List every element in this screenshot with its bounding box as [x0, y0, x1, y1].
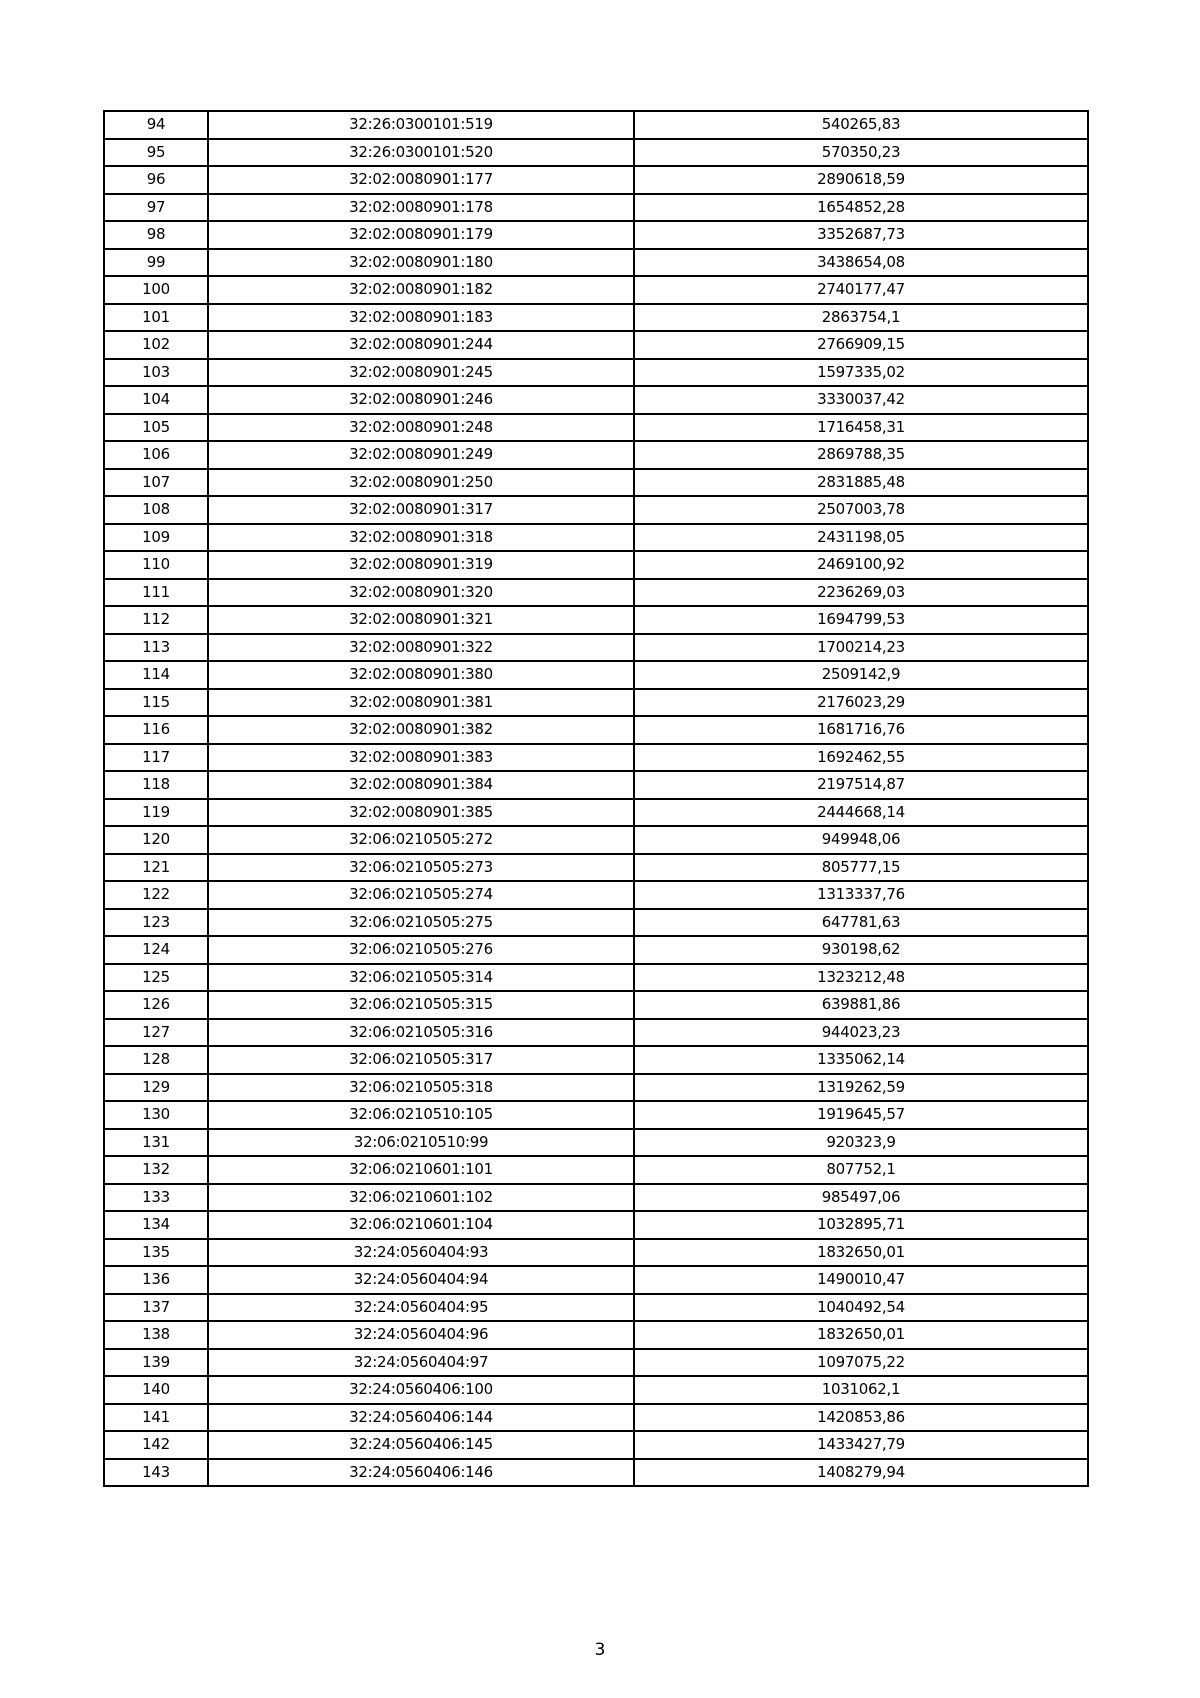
- table-row: [104, 1211, 1088, 1239]
- value-cell: 3330037,42: [634, 386, 1088, 414]
- cadastral-number-cell: 32:24:0560404:97: [208, 1349, 634, 1377]
- row-number-cell: 95: [104, 139, 208, 167]
- row-number-cell: 109: [104, 524, 208, 552]
- table-row: [104, 331, 1088, 359]
- value-cell: 807752,1: [634, 1156, 1088, 1184]
- row-number-cell: 123: [104, 909, 208, 937]
- value-cell: 2197514,87: [634, 771, 1088, 799]
- cadastral-number-cell: 32:02:0080901:380: [208, 661, 634, 689]
- table-row: [104, 1321, 1088, 1349]
- value-cell: 1323212,48: [634, 964, 1088, 992]
- cadastral-number-cell: 32:02:0080901:248: [208, 414, 634, 442]
- cadastral-number-cell: 32:02:0080901:317: [208, 496, 634, 524]
- value-cell: 1919645,57: [634, 1101, 1088, 1129]
- table-row: [104, 524, 1088, 552]
- row-number-cell: 143: [104, 1459, 208, 1487]
- value-cell: 2863754,1: [634, 304, 1088, 332]
- cadastral-number-cell: 32:02:0080901:383: [208, 744, 634, 772]
- table-row: [104, 1349, 1088, 1377]
- row-number-cell: 107: [104, 469, 208, 497]
- value-cell: 1313337,76: [634, 881, 1088, 909]
- row-number-cell: 108: [104, 496, 208, 524]
- table-row: [104, 606, 1088, 634]
- row-number-cell: 114: [104, 661, 208, 689]
- cadastral-number-cell: 32:02:0080901:319: [208, 551, 634, 579]
- table-row: [104, 304, 1088, 332]
- cadastral-number-cell: 32:06:0210505:274: [208, 881, 634, 909]
- row-number-cell: 115: [104, 689, 208, 717]
- table-row: [104, 991, 1088, 1019]
- row-number-cell: 106: [104, 441, 208, 469]
- table-row: [104, 1156, 1088, 1184]
- row-number-cell: 119: [104, 799, 208, 827]
- table-row: [104, 1294, 1088, 1322]
- value-cell: 1832650,01: [634, 1239, 1088, 1267]
- cadastral-number-cell: 32:06:0210505:276: [208, 936, 634, 964]
- row-number-cell: 102: [104, 331, 208, 359]
- table-row: [104, 1266, 1088, 1294]
- value-cell: 2831885,48: [634, 469, 1088, 497]
- row-number-cell: 124: [104, 936, 208, 964]
- cadastral-number-cell: 32:02:0080901:183: [208, 304, 634, 332]
- row-number-cell: 116: [104, 716, 208, 744]
- table-row: [104, 359, 1088, 387]
- cadastral-number-cell: 32:24:0560404:95: [208, 1294, 634, 1322]
- value-cell: 1700214,23: [634, 634, 1088, 662]
- row-number-cell: 103: [104, 359, 208, 387]
- row-number-cell: 104: [104, 386, 208, 414]
- table-row: [104, 1404, 1088, 1432]
- row-number-cell: 140: [104, 1376, 208, 1404]
- row-number-cell: 132: [104, 1156, 208, 1184]
- row-number-cell: 142: [104, 1431, 208, 1459]
- table-row: [104, 1019, 1088, 1047]
- row-number-cell: 94: [104, 111, 208, 139]
- cadastral-number-cell: 32:02:0080901:321: [208, 606, 634, 634]
- row-number-cell: 112: [104, 606, 208, 634]
- value-cell: 3438654,08: [634, 249, 1088, 277]
- table-row: [104, 854, 1088, 882]
- cadastral-number-cell: 32:24:0560406:144: [208, 1404, 634, 1432]
- row-number-cell: 129: [104, 1074, 208, 1102]
- cadastral-number-cell: 32:06:0210505:317: [208, 1046, 634, 1074]
- cadastral-number-cell: 32:02:0080901:182: [208, 276, 634, 304]
- table-row: [104, 276, 1088, 304]
- cadastral-number-cell: 32:02:0080901:177: [208, 166, 634, 194]
- table-row: [104, 1184, 1088, 1212]
- table-row: [104, 1431, 1088, 1459]
- row-number-cell: 117: [104, 744, 208, 772]
- cadastral-number-cell: 32:06:0210505:314: [208, 964, 634, 992]
- cadastral-number-cell: 32:26:0300101:520: [208, 139, 634, 167]
- value-cell: 1097075,22: [634, 1349, 1088, 1377]
- value-cell: 920323,9: [634, 1129, 1088, 1157]
- table-body: [104, 111, 1088, 1486]
- value-cell: 2740177,47: [634, 276, 1088, 304]
- cadastral-number-cell: 32:02:0080901:180: [208, 249, 634, 277]
- value-cell: 1694799,53: [634, 606, 1088, 634]
- cadastral-number-cell: 32:02:0080901:320: [208, 579, 634, 607]
- value-cell: 1335062,14: [634, 1046, 1088, 1074]
- value-cell: 1490010,47: [634, 1266, 1088, 1294]
- cadastral-number-cell: 32:02:0080901:245: [208, 359, 634, 387]
- table-row: [104, 166, 1088, 194]
- value-cell: 1681716,76: [634, 716, 1088, 744]
- row-number-cell: 134: [104, 1211, 208, 1239]
- row-number-cell: 133: [104, 1184, 208, 1212]
- row-number-cell: 122: [104, 881, 208, 909]
- table-row: [104, 936, 1088, 964]
- table-row: [104, 579, 1088, 607]
- cadastral-number-cell: 32:02:0080901:178: [208, 194, 634, 222]
- row-number-cell: 120: [104, 826, 208, 854]
- table-row: [104, 881, 1088, 909]
- value-cell: 1832650,01: [634, 1321, 1088, 1349]
- cadastral-number-cell: 32:02:0080901:385: [208, 799, 634, 827]
- table-row: [104, 909, 1088, 937]
- row-number-cell: 135: [104, 1239, 208, 1267]
- row-number-cell: 100: [104, 276, 208, 304]
- row-number-cell: 137: [104, 1294, 208, 1322]
- table-row: [104, 1129, 1088, 1157]
- value-cell: 2507003,78: [634, 496, 1088, 524]
- cadastral-number-cell: 32:24:0560404:94: [208, 1266, 634, 1294]
- value-cell: 647781,63: [634, 909, 1088, 937]
- value-cell: 1654852,28: [634, 194, 1088, 222]
- table-row: [104, 1376, 1088, 1404]
- table-row: [104, 469, 1088, 497]
- row-number-cell: 125: [104, 964, 208, 992]
- value-cell: 2444668,14: [634, 799, 1088, 827]
- table-row: [104, 1074, 1088, 1102]
- cadastral-number-cell: 32:24:0560404:96: [208, 1321, 634, 1349]
- table-row: [104, 771, 1088, 799]
- cadastral-number-cell: 32:02:0080901:381: [208, 689, 634, 717]
- data-table: [103, 110, 1089, 1487]
- table-row: [104, 661, 1088, 689]
- table-row: [104, 744, 1088, 772]
- row-number-cell: 97: [104, 194, 208, 222]
- value-cell: 1032895,71: [634, 1211, 1088, 1239]
- cadastral-number-cell: 32:24:0560406:145: [208, 1431, 634, 1459]
- table-row: [104, 1459, 1088, 1487]
- value-cell: 2176023,29: [634, 689, 1088, 717]
- row-number-cell: 118: [104, 771, 208, 799]
- cadastral-number-cell: 32:06:0210505:315: [208, 991, 634, 1019]
- value-cell: 1408279,94: [634, 1459, 1088, 1487]
- table-row: [104, 634, 1088, 662]
- value-cell: 805777,15: [634, 854, 1088, 882]
- table-row: [104, 689, 1088, 717]
- value-cell: 1597335,02: [634, 359, 1088, 387]
- cadastral-number-cell: 32:02:0080901:384: [208, 771, 634, 799]
- cadastral-number-cell: 32:02:0080901:322: [208, 634, 634, 662]
- value-cell: 1433427,79: [634, 1431, 1088, 1459]
- value-cell: 639881,86: [634, 991, 1088, 1019]
- row-number-cell: 99: [104, 249, 208, 277]
- cadastral-number-cell: 32:06:0210601:104: [208, 1211, 634, 1239]
- value-cell: 1319262,59: [634, 1074, 1088, 1102]
- table-row: [104, 1239, 1088, 1267]
- row-number-cell: 121: [104, 854, 208, 882]
- value-cell: 3352687,73: [634, 221, 1088, 249]
- cadastral-number-cell: 32:02:0080901:382: [208, 716, 634, 744]
- row-number-cell: 126: [104, 991, 208, 1019]
- row-number-cell: 128: [104, 1046, 208, 1074]
- row-number-cell: 136: [104, 1266, 208, 1294]
- row-number-cell: 131: [104, 1129, 208, 1157]
- value-cell: 2431198,05: [634, 524, 1088, 552]
- value-cell: 1040492,54: [634, 1294, 1088, 1322]
- cadastral-number-cell: 32:02:0080901:250: [208, 469, 634, 497]
- table-row: [104, 716, 1088, 744]
- row-number-cell: 111: [104, 579, 208, 607]
- table-row: [104, 111, 1088, 139]
- table-row: [104, 826, 1088, 854]
- value-cell: 1692462,55: [634, 744, 1088, 772]
- value-cell: 1716458,31: [634, 414, 1088, 442]
- cadastral-number-cell: 32:06:0210505:275: [208, 909, 634, 937]
- value-cell: 2469100,92: [634, 551, 1088, 579]
- cadastral-number-cell: 32:06:0210505:316: [208, 1019, 634, 1047]
- table-row: [104, 551, 1088, 579]
- value-cell: 2509142,9: [634, 661, 1088, 689]
- table-row: [104, 1046, 1088, 1074]
- row-number-cell: 138: [104, 1321, 208, 1349]
- row-number-cell: 130: [104, 1101, 208, 1129]
- value-cell: 570350,23: [634, 139, 1088, 167]
- row-number-cell: 113: [104, 634, 208, 662]
- cadastral-number-cell: 32:02:0080901:318: [208, 524, 634, 552]
- cadastral-number-cell: 32:24:0560404:93: [208, 1239, 634, 1267]
- row-number-cell: 96: [104, 166, 208, 194]
- cadastral-number-cell: 32:06:0210601:101: [208, 1156, 634, 1184]
- row-number-cell: 105: [104, 414, 208, 442]
- cadastral-number-cell: 32:06:0210601:102: [208, 1184, 634, 1212]
- cadastral-number-cell: 32:06:0210505:273: [208, 854, 634, 882]
- value-cell: 1420853,86: [634, 1404, 1088, 1432]
- table-row: [104, 1101, 1088, 1129]
- value-cell: 2890618,59: [634, 166, 1088, 194]
- cadastral-number-cell: 32:02:0080901:244: [208, 331, 634, 359]
- table-row: [104, 496, 1088, 524]
- value-cell: 2236269,03: [634, 579, 1088, 607]
- row-number-cell: 110: [104, 551, 208, 579]
- table-row: [104, 386, 1088, 414]
- value-cell: 540265,83: [634, 111, 1088, 139]
- cadastral-number-cell: 32:06:0210505:272: [208, 826, 634, 854]
- table-row: [104, 799, 1088, 827]
- row-number-cell: 101: [104, 304, 208, 332]
- cadastral-number-cell: 32:26:0300101:519: [208, 111, 634, 139]
- cadastral-number-cell: 32:24:0560406:100: [208, 1376, 634, 1404]
- row-number-cell: 127: [104, 1019, 208, 1047]
- row-number-cell: 141: [104, 1404, 208, 1432]
- cadastral-number-cell: 32:02:0080901:179: [208, 221, 634, 249]
- cadastral-number-cell: 32:06:0210510:99: [208, 1129, 634, 1157]
- cadastral-number-cell: 32:02:0080901:249: [208, 441, 634, 469]
- value-cell: 930198,62: [634, 936, 1088, 964]
- cadastral-number-cell: 32:02:0080901:246: [208, 386, 634, 414]
- cadastral-number-cell: 32:06:0210505:318: [208, 1074, 634, 1102]
- cadastral-number-cell: 32:06:0210510:105: [208, 1101, 634, 1129]
- table-row: [104, 139, 1088, 167]
- row-number-cell: 98: [104, 221, 208, 249]
- page-number: 3: [594, 1640, 606, 1660]
- value-cell: 944023,23: [634, 1019, 1088, 1047]
- table-row: [104, 964, 1088, 992]
- value-cell: 2869788,35: [634, 441, 1088, 469]
- table-row: [104, 414, 1088, 442]
- table-row: [104, 249, 1088, 277]
- table-row: [104, 194, 1088, 222]
- value-cell: 949948,06: [634, 826, 1088, 854]
- value-cell: 2766909,15: [634, 331, 1088, 359]
- value-cell: 1031062,1: [634, 1376, 1088, 1404]
- cadastral-number-cell: 32:24:0560406:146: [208, 1459, 634, 1487]
- row-number-cell: 139: [104, 1349, 208, 1377]
- value-cell: 985497,06: [634, 1184, 1088, 1212]
- table-row: [104, 441, 1088, 469]
- table-row: [104, 221, 1088, 249]
